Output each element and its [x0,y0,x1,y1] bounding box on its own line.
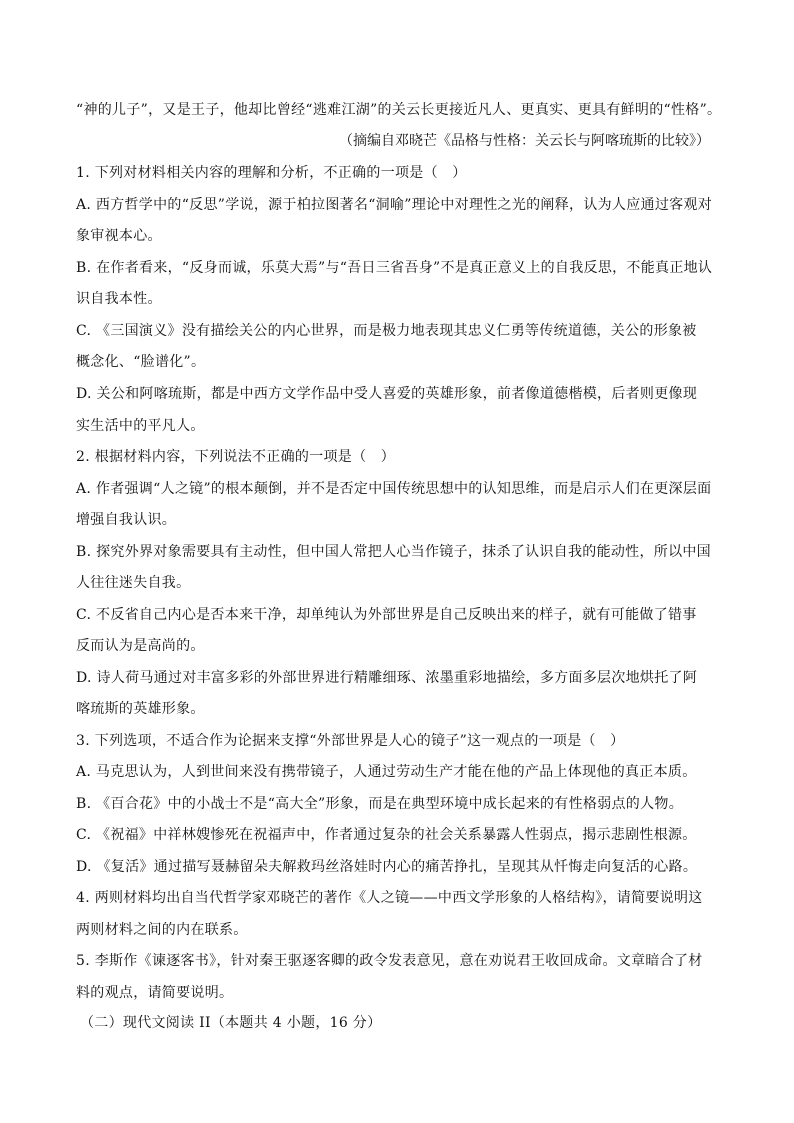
question-5-line-2: 料的观点，请简要说明。 [76,985,234,1001]
question-2-option-a-line-1: A. 作者强调“人之镜”的根本颠倒，并不是否定中国传统思想中的认知思维，而是启示人们在更深层面 [76,481,712,497]
question-5-line-1: 5. 李斯作《谏逐客书》，针对秦王驱逐客卿的政令发表意见，意在劝说君王收回成命。文章暗合了材 [76,953,703,969]
question-2-option-b-line-1: B. 探究外界对象需要具有主动性，但中国人常把人心当作镜子，抹杀了认识自我的能动性，所以中国 [76,544,711,560]
intro-line: “神的儿子”，又是王子，他却比曾经“逃难江湖”的关云长更接近凡人、更真实、更具有鲜明的“性格”。 [76,102,722,118]
question-2-option-d-line-2: 喀琉斯的英雄形象。 [76,701,205,717]
question-2-option-d-line-1: D. 诗人荷马通过对丰富多彩的外部世界进行精雕细琢、浓墨重彩地描绘，多方面多层次地烘托了阿 [76,670,698,686]
question-1-option-b-line-2: 识自我本性。 [76,291,162,307]
question-1-option-c-line-2: 概念化、“脸谱化”。 [76,354,206,370]
question-3-option-b: B. 《百合花》中的小战士不是“高大全”形象，而是在典型环境中成长起来的有性格弱点的人物。 [76,796,683,812]
question-3-option-a: A. 马克思认为，人到世间来没有携带镜子，人通过劳动生产才能在他的产品上体现他的真正本质。 [76,764,697,780]
question-3-option-d: D. 《复活》通过描写聂赫留朵夫解救玛丝洛娃时内心的痛苦挣扎，呈现其从忏悔走向复活的心路。 [76,859,698,875]
question-2-option-c-line-1: C. 不反省自己内心是否本来干净，却单纯认为外部世界是自己反映出来的样子，就有可能做了错事 [76,607,697,623]
question-1-option-d-line-1: D. 关公和阿喀琉斯，都是中西方文学作品中受人喜爱的英雄形象，前者像道德楷模，后者则更像现 [76,386,698,402]
question-1-option-d-line-2: 实生活中的平凡人。 [76,418,205,434]
question-3-option-c: C. 《祝福》中祥林嫂惨死在祝福声中，作者通过复杂的社会关系暴露人性弱点，揭示悲剧性根源。 [76,827,697,843]
source-citation: （摘编自邓晓芒《品格与性格：关云长与阿喀琉斯的比较》） [339,133,710,149]
question-3-stem: 3. 下列选项，不适合作为论据来支撑“外部世界是人心的镜子”这一观点的一项是（ ） [76,733,625,749]
question-1-option-a-line-1: A. 西方哲学中的“反思”学说，源于柏拉图著名“洞喻”理论中对理性之光的阐释，认为人应通过客观对 [76,197,713,213]
question-2-stem: 2. 根据材料内容，下列说法不正确的一项是（ ） [76,449,396,465]
question-2-option-c-line-2: 反而认为是高尚的。 [76,638,205,654]
question-1-stem: 1. 下列对材料相关内容的理解和分析，不正确的一项是（ ） [76,165,467,181]
question-4-line-1: 4. 两则材料均出自当代哲学家邓晓芒的著作《人之镜——中西文学形象的人格结构》，请简要说明这 [76,890,703,906]
question-2-option-b-line-2: 人往往迷失自我。 [76,575,191,591]
question-2-option-a-line-2: 增强自我认识。 [76,512,177,528]
section-heading: （二）现代文阅读 II（本题共 4 小题，16 分） [80,1015,382,1031]
question-1-option-b-line-1: B. 在作者看来，“反身而诚，乐莫大焉”与“吾日三省吾身”不是真正意义上的自我反思，不能真正地认 [76,260,713,276]
question-1-option-a-line-2: 象审视本心。 [76,228,162,244]
question-4-line-2: 两则材料之间的内在联系。 [76,922,248,938]
question-1-option-c-line-1: C. 《三国演义》没有描绘关公的内心世界，而是极力地表现其忠义仁勇等传统道德，关公的形象被 [76,323,697,339]
